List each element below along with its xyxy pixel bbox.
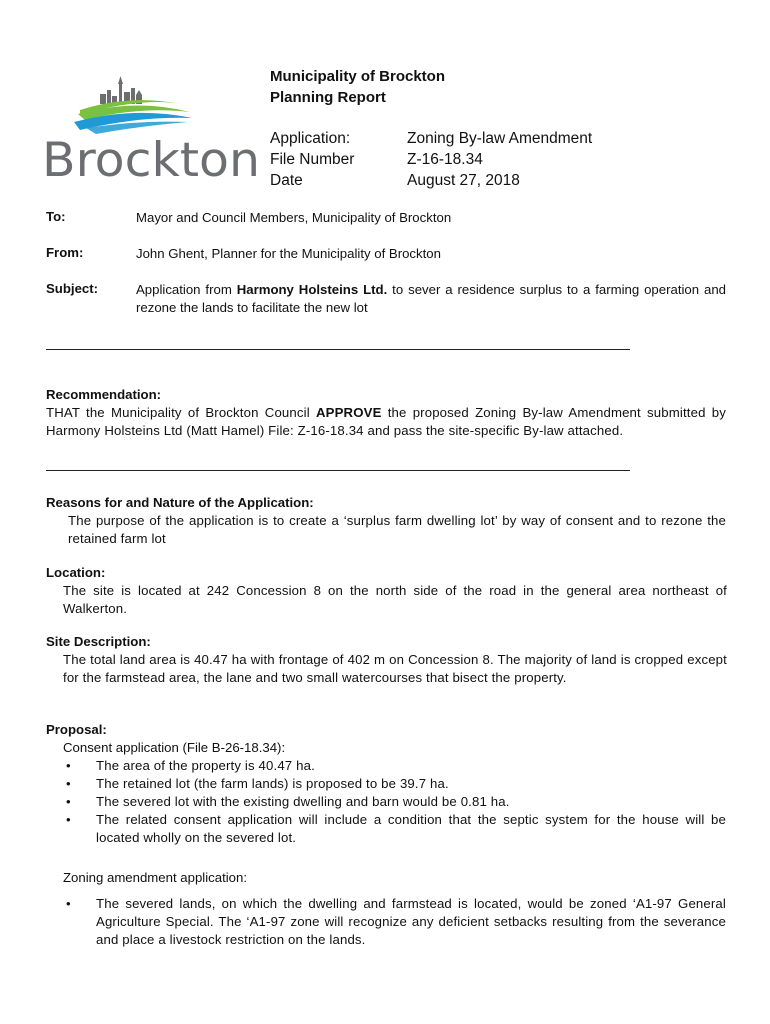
applicant-name: Harmony Holsteins Ltd.: [236, 282, 388, 297]
from-value: John Ghent, Planner for the Municipality of Brockton: [136, 246, 441, 261]
report-meta: [270, 128, 592, 191]
divider: [46, 349, 630, 350]
list-item: [62, 811, 726, 847]
list-item-text: The area of the property is 40.47 ha.: [96, 758, 315, 773]
list-item: [62, 775, 726, 793]
site-description-text: The total land area is 40.47 ha with frontage of 402 m on Concession 8. The majority of land is cropped except for the farmstead area, the lane and two small watercourses that bisect the property.: [63, 652, 727, 685]
bullet-icon: •: [66, 896, 71, 911]
meta-value: Zoning By-law Amendment: [407, 130, 593, 147]
report-title: [270, 66, 445, 108]
meta-value: Z-16-18.34: [407, 151, 483, 168]
zoning-list: [62, 895, 726, 949]
site-description-heading: Site Description:: [46, 634, 151, 649]
list-item: [62, 895, 726, 949]
municipality-name: Municipality of Brockton: [270, 68, 446, 85]
bullet-icon: •: [66, 776, 71, 791]
meta-row-application: [270, 128, 592, 149]
list-item-text: The related consent application will include a condition that the septic system for the house will be located wholly on the severed lot.: [96, 812, 726, 845]
recommendation-heading: Recommendation:: [46, 387, 162, 402]
bullet-icon: •: [66, 794, 71, 809]
skyline-icon: [100, 76, 142, 104]
meta-key: Date: [270, 172, 303, 189]
meta-row-date: [270, 170, 592, 191]
subject-value: [136, 281, 726, 317]
subject-label: Subject:: [46, 281, 99, 296]
location-text: The site is located at 242 Concession 8 on the north side of the road in the general area northeast of Walkerton.: [63, 583, 727, 616]
brockton-logo: [40, 76, 262, 186]
subject-suffix: to sever a residence surplus to a farming operation and rezone the lands to facilitate the new lot: [136, 282, 727, 315]
recommendation-prefix: THAT the Municipality of Brockton Council: [46, 405, 316, 420]
consent-intro: Consent application (File B-26-18.34):: [63, 740, 286, 755]
report-type: Planning Report: [270, 89, 386, 106]
list-item-text: The retained lot (the farm lands) is proposed to be 39.7 ha.: [96, 776, 449, 791]
to-label: To:: [46, 209, 66, 224]
reasons-heading: Reasons for and Nature of the Application:: [46, 495, 314, 510]
meta-key: File Number: [270, 151, 355, 168]
bullet-icon: •: [66, 758, 71, 773]
meta-value: August 27, 2018: [407, 172, 520, 189]
divider: [46, 470, 630, 471]
brockton-logo-graphic: [40, 76, 262, 186]
list-item: [62, 757, 726, 775]
from-label: From:: [46, 245, 84, 260]
list-item: [62, 793, 726, 811]
to-value: Mayor and Council Members, Municipality of Brockton: [136, 210, 452, 225]
subject-prefix: Application from: [136, 282, 237, 297]
meta-row-file-number: [270, 149, 592, 170]
list-item-text: The severed lot with the existing dwelling and barn would be 0.81 ha.: [96, 794, 510, 809]
recommendation-text: [46, 404, 726, 440]
bullet-icon: •: [66, 812, 71, 827]
approve-keyword: APPROVE: [315, 405, 382, 420]
location-heading: Location:: [46, 565, 106, 580]
consent-list: [62, 757, 726, 847]
logo-wordmark: Brockton: [42, 133, 260, 186]
zoning-intro: Zoning amendment application:: [63, 870, 248, 885]
proposal-heading: Proposal:: [46, 722, 107, 737]
recommendation-suffix: the proposed Zoning By-law Amendment submitted by Harmony Holsteins Ltd (Matt Hamel) File: Z-16-18.34 and pass the site-specific By-law attached.: [46, 405, 726, 438]
meta-key: Application:: [270, 130, 351, 147]
reasons-text: The purpose of the application is to create a ‘surplus farm dwelling lot’ by way of consent and to rezone the retained farm lot: [68, 513, 726, 546]
list-item-text: The severed lands, on which the dwelling and farmstead is located, would be zoned ‘A1-97 General Agriculture Special. The ‘A1-97 zone will recognize any deficient setbacks resulting from the severance and place a livestock restriction on the lands.: [96, 896, 726, 947]
